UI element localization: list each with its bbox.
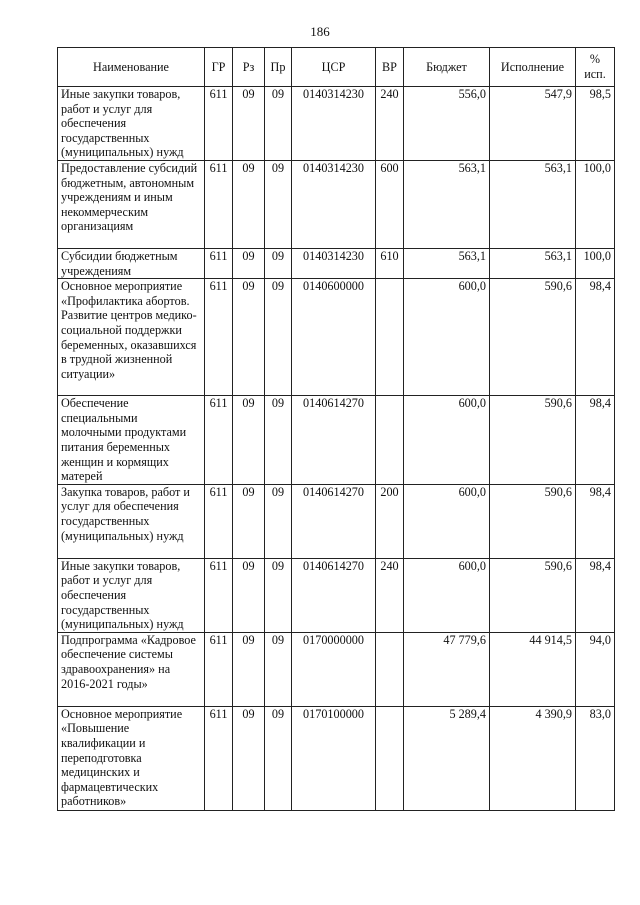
row-percent: 98,4 <box>576 279 615 396</box>
row-budget: 556,0 <box>404 87 490 161</box>
row-csr: 0140314230 <box>292 161 376 249</box>
header-vr: ВР <box>376 48 404 87</box>
row-execution: 44 914,5 <box>490 632 576 706</box>
row-name: Субсидии бюджетным учреждениям <box>58 249 205 279</box>
row-name: Основное мероприятие «Профилактика абортов. Развитие центров медико-социальной поддержки беременных, оказавшихся в трудной жизненной ситуации» <box>58 279 205 396</box>
header-row <box>58 48 615 87</box>
row-pr: 09 <box>265 632 292 706</box>
header-execution: Исполнение <box>490 48 576 87</box>
row-gr: 611 <box>205 396 233 485</box>
row-name: Обеспечение специальными молочными продуктами питания беременных женщин и кормящих матерей <box>58 396 205 485</box>
header-budget: Бюджет <box>404 48 490 87</box>
row-rz: 09 <box>233 706 265 810</box>
row-name: Иные закупки товаров, работ и услуг для обеспечения государственных (муниципальных) нужд <box>58 558 205 632</box>
row-rz: 09 <box>233 558 265 632</box>
row-pr: 09 <box>265 558 292 632</box>
row-vr <box>376 396 404 485</box>
row-pr: 09 <box>265 279 292 396</box>
row-budget: 5 289,4 <box>404 706 490 810</box>
row-gr: 611 <box>205 249 233 279</box>
row-percent: 94,0 <box>576 632 615 706</box>
row-gr: 611 <box>205 632 233 706</box>
header-percent-label: исп. <box>584 67 606 81</box>
row-gr: 611 <box>205 706 233 810</box>
row-csr: 0140600000 <box>292 279 376 396</box>
row-execution: 4 390,9 <box>490 706 576 810</box>
row-gr: 611 <box>205 279 233 396</box>
row-vr: 610 <box>376 249 404 279</box>
row-pr: 09 <box>265 706 292 810</box>
row-budget: 600,0 <box>404 279 490 396</box>
row-execution: 590,6 <box>490 558 576 632</box>
row-budget: 563,1 <box>404 161 490 249</box>
row-pr: 09 <box>265 396 292 485</box>
row-rz: 09 <box>233 249 265 279</box>
row-vr: 240 <box>376 558 404 632</box>
row-csr: 0140314230 <box>292 249 376 279</box>
row-vr <box>376 632 404 706</box>
row-budget: 47 779,6 <box>404 632 490 706</box>
table-row <box>58 161 615 249</box>
table-row <box>58 396 615 485</box>
row-name: Закупка товаров, работ и услуг для обеспечения государственных (муниципальных) нужд <box>58 484 205 558</box>
row-rz: 09 <box>233 484 265 558</box>
row-percent: 98,4 <box>576 484 615 558</box>
row-csr: 0140314230 <box>292 87 376 161</box>
table-row <box>58 484 615 558</box>
row-rz: 09 <box>233 279 265 396</box>
header-pr: Пр <box>265 48 292 87</box>
row-execution: 590,6 <box>490 396 576 485</box>
header-name: Наименование <box>58 48 205 87</box>
row-gr: 611 <box>205 87 233 161</box>
row-name: Основное мероприятие «Повышение квалификации и переподготовка медицинских и фармацевтических работников» <box>58 706 205 810</box>
row-gr: 611 <box>205 484 233 558</box>
row-pr: 09 <box>265 161 292 249</box>
row-pr: 09 <box>265 249 292 279</box>
row-execution: 563,1 <box>490 249 576 279</box>
table-row <box>58 558 615 632</box>
row-rz: 09 <box>233 632 265 706</box>
row-vr: 240 <box>376 87 404 161</box>
row-percent: 98,4 <box>576 558 615 632</box>
budget-table <box>57 47 615 811</box>
row-name: Иные закупки товаров, работ и услуг для обеспечения государственных (муниципальных) нужд <box>58 87 205 161</box>
header-gr: ГР <box>205 48 233 87</box>
row-percent: 98,4 <box>576 396 615 485</box>
header-rz: Рз <box>233 48 265 87</box>
row-rz: 09 <box>233 396 265 485</box>
row-vr <box>376 279 404 396</box>
row-csr: 0140614270 <box>292 558 376 632</box>
row-csr: 0140614270 <box>292 484 376 558</box>
table-row <box>58 87 615 161</box>
row-csr: 0140614270 <box>292 396 376 485</box>
row-execution: 547,9 <box>490 87 576 161</box>
row-pr: 09 <box>265 484 292 558</box>
row-csr: 0170000000 <box>292 632 376 706</box>
row-budget: 600,0 <box>404 484 490 558</box>
row-vr <box>376 706 404 810</box>
row-percent: 83,0 <box>576 706 615 810</box>
row-rz: 09 <box>233 87 265 161</box>
table-row <box>58 279 615 396</box>
page-number: 186 <box>310 24 330 39</box>
header-percent <box>576 48 615 87</box>
row-vr: 200 <box>376 484 404 558</box>
table-row <box>58 706 615 810</box>
header-percent-symbol: % <box>589 52 601 67</box>
table-row <box>58 249 615 279</box>
row-execution: 590,6 <box>490 279 576 396</box>
table-row <box>58 632 615 706</box>
row-rz: 09 <box>233 161 265 249</box>
row-execution: 563,1 <box>490 161 576 249</box>
row-execution: 590,6 <box>490 484 576 558</box>
row-budget: 600,0 <box>404 396 490 485</box>
row-vr: 600 <box>376 161 404 249</box>
row-gr: 611 <box>205 161 233 249</box>
row-percent: 100,0 <box>576 161 615 249</box>
row-pr: 09 <box>265 87 292 161</box>
header-csr: ЦСР <box>292 48 376 87</box>
row-percent: 98,5 <box>576 87 615 161</box>
row-csr: 0170100000 <box>292 706 376 810</box>
row-budget: 563,1 <box>404 249 490 279</box>
row-gr: 611 <box>205 558 233 632</box>
row-name: Предоставление субсидий бюджетным, автономным учреждениям и иным некоммерческим организациям <box>58 161 205 249</box>
row-budget: 600,0 <box>404 558 490 632</box>
row-percent: 100,0 <box>576 249 615 279</box>
row-name: Подпрограмма «Кадровое обеспечение системы здравоохранения» на 2016-2021 годы» <box>58 632 205 706</box>
